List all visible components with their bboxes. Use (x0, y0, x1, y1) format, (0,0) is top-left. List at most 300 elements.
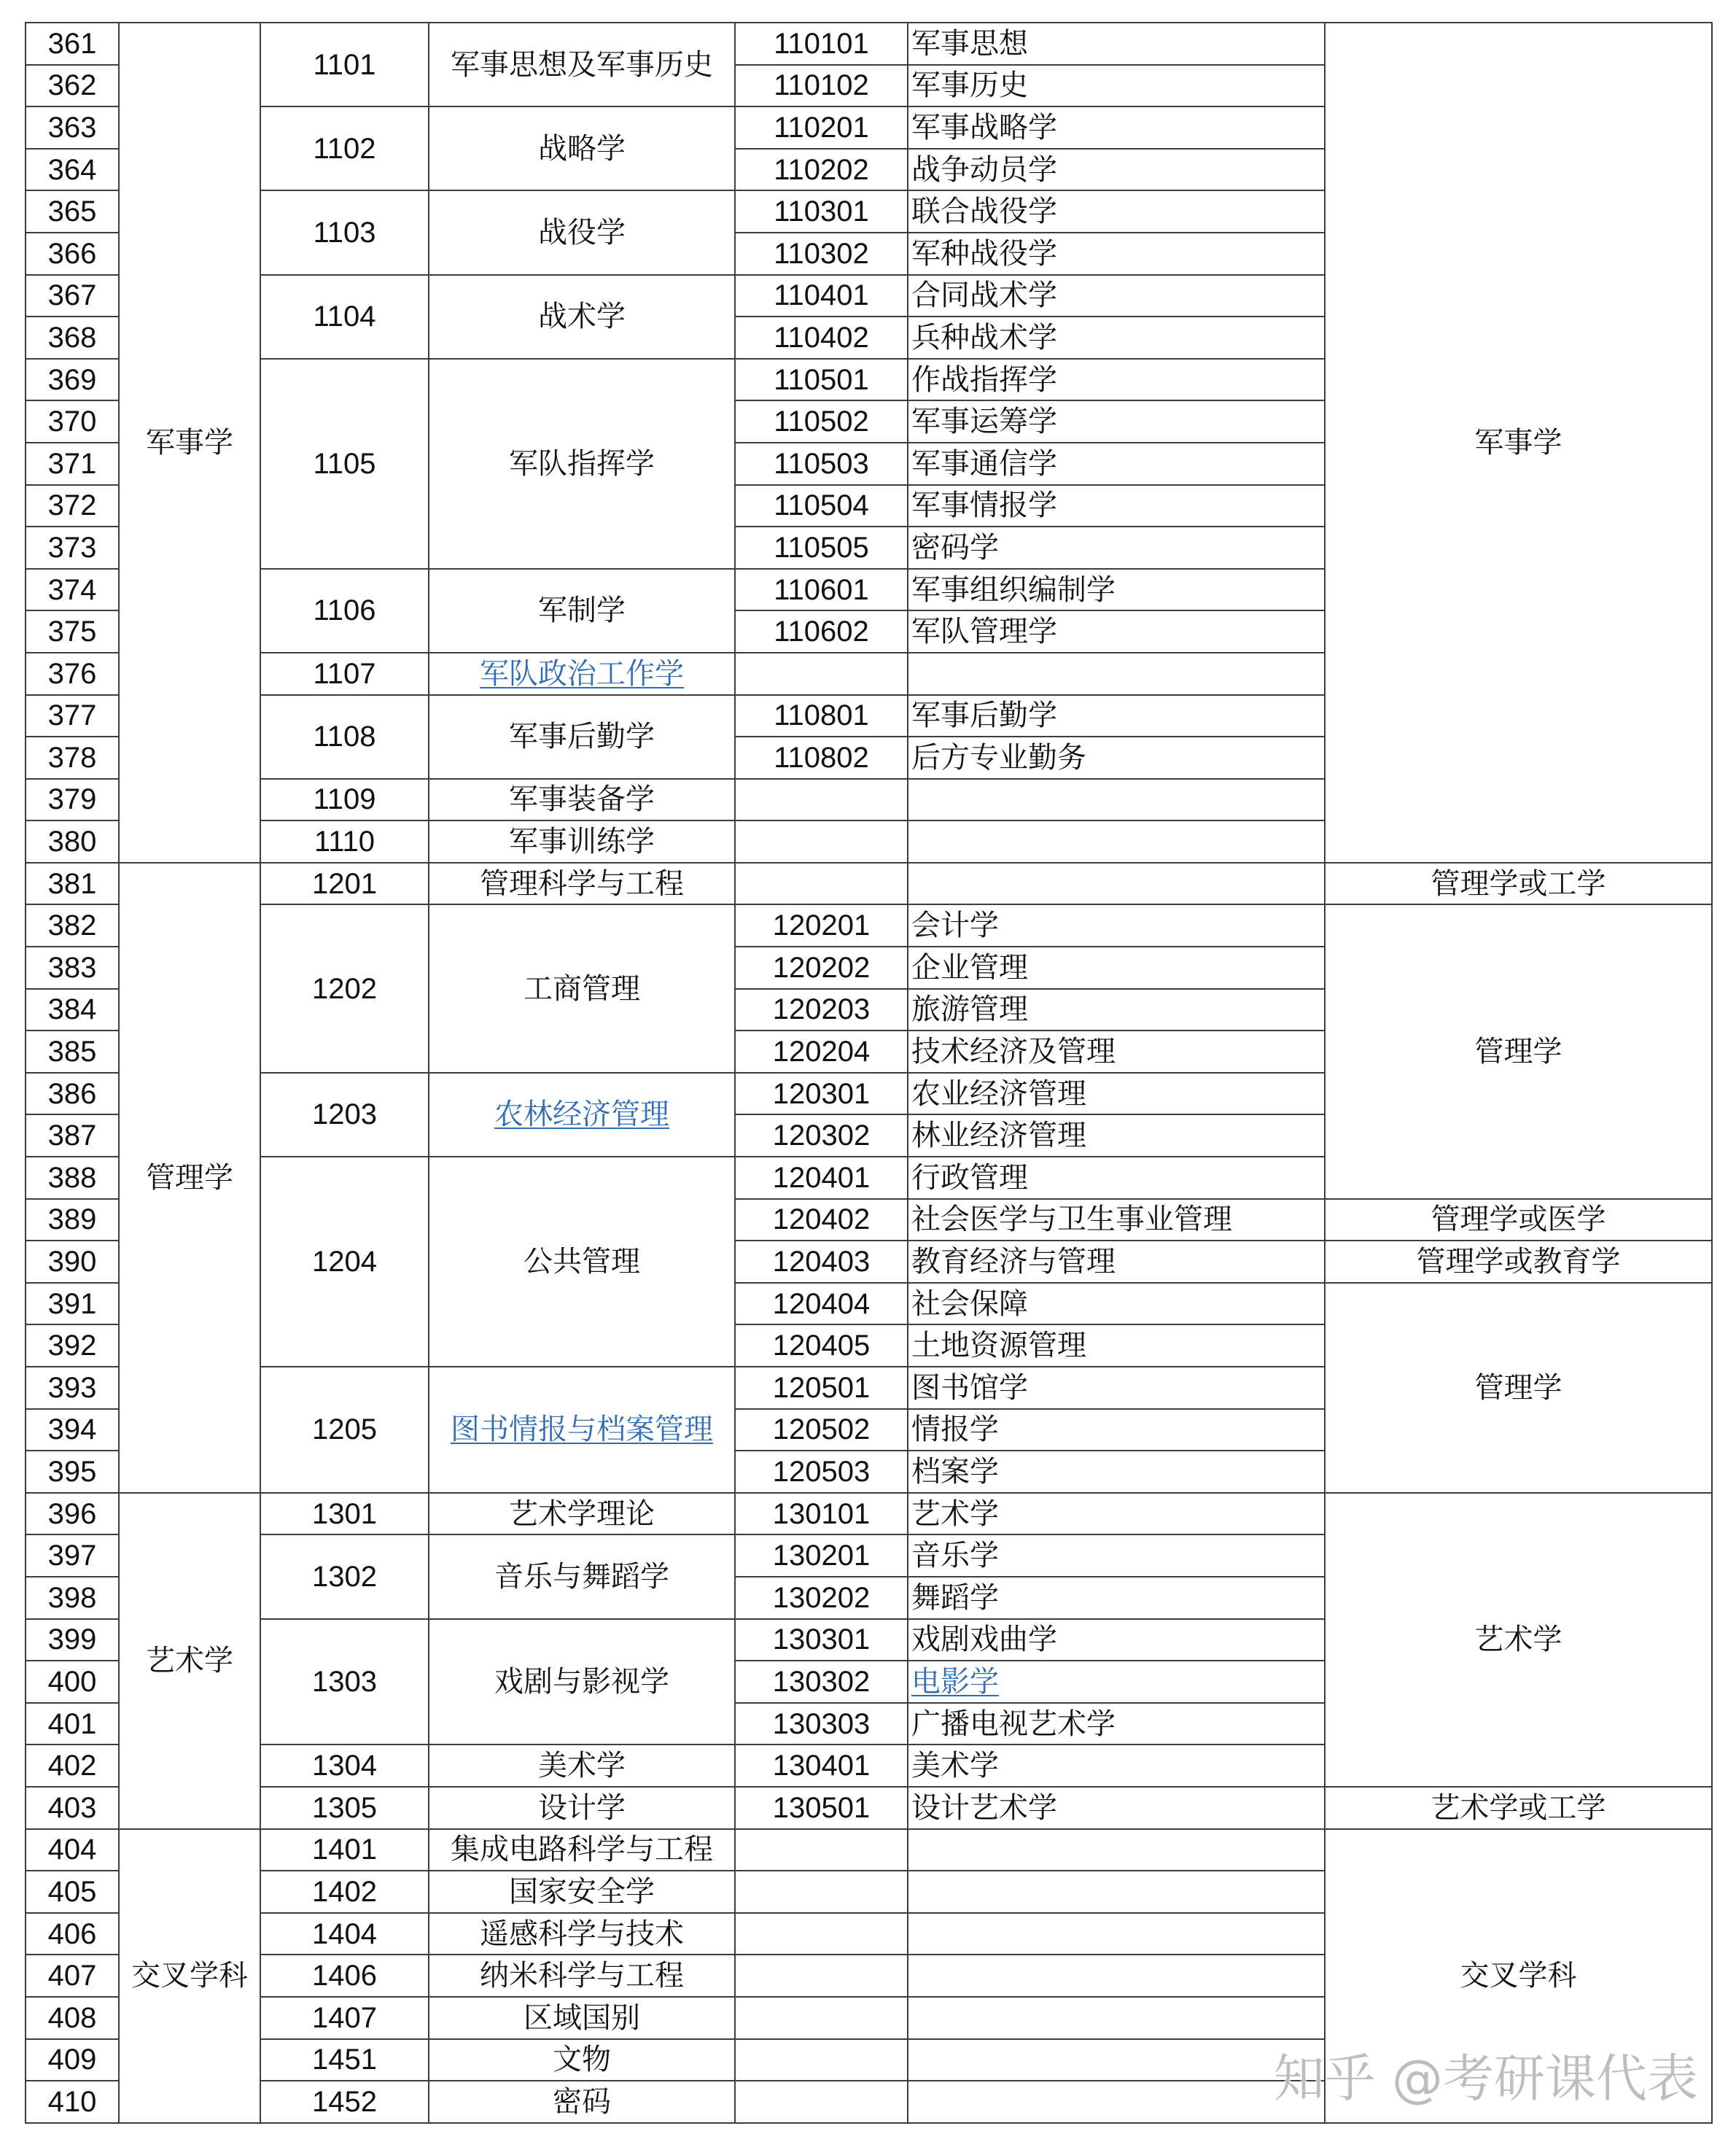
first-level-name: 战略学 (538, 132, 626, 165)
second-level-code: 110401 (774, 279, 869, 312)
first-level-name-link[interactable]: 军队政治工作学 (480, 657, 684, 690)
row-number: 366 (47, 237, 97, 270)
second-level-name: 军事情报学 (911, 489, 1057, 522)
row-number: 373 (47, 531, 97, 564)
first-level-code: 1103 (313, 216, 376, 249)
table-row (26, 1493, 1712, 1535)
degree-category: 军事学 (1474, 426, 1562, 459)
second-level-name-cell (908, 989, 1325, 1031)
row-number-cell (26, 359, 119, 401)
first-level-name-cell (429, 106, 735, 190)
row-number-cell (26, 1241, 119, 1283)
second-level-code: 110802 (774, 741, 869, 774)
second-level-code-cell (735, 23, 908, 65)
discipline-category-cell (119, 1829, 260, 2123)
first-level-name: 军事装备学 (509, 783, 655, 816)
second-level-name-cell (908, 653, 1325, 695)
degree-category: 管理学 (1474, 1036, 1562, 1068)
second-level-code: 130303 (772, 1707, 871, 1740)
second-level-code-cell (735, 1451, 908, 1493)
first-level-name-cell (429, 1871, 735, 1913)
second-level-code-cell (735, 190, 908, 233)
row-number-cell (26, 1493, 119, 1535)
first-level-name-cell (429, 1913, 735, 1955)
first-level-code: 1202 (312, 972, 377, 1005)
row-number: 371 (47, 447, 97, 480)
second-level-name: 美术学 (911, 1750, 999, 1782)
first-level-name-link[interactable]: 图书情报与档案管理 (451, 1413, 713, 1446)
second-level-name-cell (908, 275, 1325, 317)
degree-category: 管理学 (1474, 1371, 1562, 1404)
second-level-code-cell (735, 485, 908, 527)
second-level-name-cell (908, 1534, 1325, 1577)
second-level-code-cell (735, 1409, 908, 1451)
first-level-code-cell (260, 695, 429, 779)
row-number-cell (26, 1787, 119, 1829)
row-number: 389 (47, 1203, 97, 1236)
first-level-code: 1303 (312, 1665, 377, 1698)
row-number-cell (26, 1073, 119, 1115)
second-level-name-cell (908, 233, 1325, 275)
second-level-name-cell (908, 904, 1325, 947)
second-level-code: 110602 (774, 616, 869, 648)
second-level-name: 军队管理学 (911, 616, 1057, 648)
first-level-name-cell (429, 2039, 735, 2081)
row-number: 364 (47, 153, 97, 186)
second-level-code: 110302 (774, 237, 869, 270)
row-number: 401 (47, 1707, 97, 1740)
degree-category-cell (1325, 1199, 1712, 1241)
second-level-name-cell (908, 2039, 1325, 2081)
row-number: 384 (47, 993, 97, 1026)
second-level-code-cell (735, 1619, 908, 1661)
first-level-code-cell (260, 23, 429, 106)
first-level-name-cell (429, 275, 735, 359)
first-level-name-cell (429, 1829, 735, 1871)
first-level-code-cell (260, 1913, 429, 1955)
row-number-cell (26, 2039, 119, 2081)
second-level-name: 后方专业勤务 (911, 741, 1086, 774)
row-number: 387 (47, 1119, 97, 1152)
discipline-category: 交叉学科 (131, 1960, 248, 1992)
first-level-name: 艺术学理论 (509, 1497, 655, 1530)
row-number: 404 (47, 1833, 97, 1866)
second-level-name-cell (908, 443, 1325, 485)
row-number-cell (26, 527, 119, 569)
second-level-code-cell (735, 400, 908, 443)
first-level-name: 国家安全学 (509, 1875, 655, 1908)
first-level-name-cell (429, 1534, 735, 1618)
second-level-name: 军种战役学 (911, 237, 1057, 270)
row-number: 379 (47, 783, 97, 816)
degree-category: 艺术学或工学 (1431, 1791, 1606, 1824)
second-level-code: 110101 (774, 27, 869, 60)
first-level-code: 1305 (312, 1791, 377, 1824)
row-number-cell (26, 400, 119, 443)
row-number: 408 (47, 2001, 97, 2034)
second-level-name-cell (908, 1283, 1325, 1325)
first-level-name-cell (429, 904, 735, 1072)
row-number: 393 (47, 1371, 97, 1404)
second-level-name: 广播电视艺术学 (911, 1707, 1116, 1740)
first-level-name: 戏剧与影视学 (494, 1665, 669, 1698)
row-number-cell (26, 695, 119, 737)
degree-category-cell (1325, 904, 1712, 1198)
discipline-category: 艺术学 (146, 1645, 233, 1677)
second-level-code-cell (735, 317, 908, 359)
second-level-name-cell (908, 1955, 1325, 1997)
second-level-name: 林业经济管理 (911, 1119, 1086, 1152)
second-level-code: 130101 (772, 1497, 871, 1530)
row-number: 400 (47, 1665, 97, 1698)
first-level-name: 区域国别 (523, 2001, 640, 2034)
second-level-code-cell (735, 1367, 908, 1409)
first-level-code: 1402 (312, 1875, 377, 1908)
first-level-name-cell (429, 569, 735, 653)
second-level-code-cell (735, 2081, 908, 2123)
row-number-cell (26, 1157, 119, 1199)
row-number: 378 (47, 741, 97, 774)
first-level-code-cell (260, 275, 429, 359)
first-level-name: 美术学 (538, 1750, 626, 1782)
table-row (26, 863, 1712, 905)
first-level-name-cell (429, 1997, 735, 2039)
row-number: 382 (47, 909, 97, 942)
row-number-cell (26, 1199, 119, 1241)
row-number: 406 (47, 1917, 97, 1950)
row-number: 392 (47, 1330, 97, 1362)
second-level-code-cell (735, 1283, 908, 1325)
row-number-cell (26, 1409, 119, 1451)
second-level-name: 土地资源管理 (911, 1330, 1086, 1362)
second-level-code: 120501 (772, 1371, 871, 1404)
second-level-code-cell (735, 1787, 908, 1829)
row-number-cell (26, 275, 119, 317)
second-level-name-cell (908, 1241, 1325, 1283)
second-level-code: 120202 (772, 951, 871, 984)
first-level-code: 1106 (313, 594, 376, 627)
first-level-code: 1301 (312, 1497, 377, 1530)
second-level-name-cell (908, 106, 1325, 149)
second-level-name-cell (908, 400, 1325, 443)
first-level-name-cell (429, 1493, 735, 1535)
second-level-name-cell (908, 1409, 1325, 1451)
row-number-cell (26, 190, 119, 233)
second-level-code-cell (735, 695, 908, 737)
first-level-name: 纳米科学与工程 (480, 1960, 684, 1992)
second-level-name-cell (908, 1451, 1325, 1493)
second-level-name-cell (908, 1493, 1325, 1535)
second-level-code: 120503 (772, 1455, 871, 1488)
second-level-name-cell (908, 1199, 1325, 1241)
second-level-name-cell (908, 569, 1325, 611)
first-level-code-cell (260, 2039, 429, 2081)
second-level-code-cell (735, 863, 908, 905)
second-level-name: 社会医学与卫生事业管理 (911, 1203, 1232, 1236)
discipline-category: 管理学 (146, 1161, 233, 1194)
second-level-code-cell (735, 820, 908, 863)
second-level-name: 企业管理 (911, 951, 1028, 984)
row-number-cell (26, 23, 119, 65)
second-level-code-cell (735, 1114, 908, 1157)
second-level-code: 120203 (772, 993, 871, 1026)
second-level-code: 110601 (774, 573, 869, 606)
table-row (26, 23, 1712, 65)
first-level-code-cell (260, 2081, 429, 2123)
second-level-name-cell (908, 1619, 1325, 1661)
first-level-name: 军制学 (538, 594, 626, 627)
second-level-name-link[interactable]: 电影学 (911, 1665, 999, 1698)
second-level-code-cell (735, 1534, 908, 1577)
first-level-name-link[interactable]: 农林经济管理 (494, 1098, 669, 1131)
row-number-cell (26, 653, 119, 695)
second-level-code-cell (735, 947, 908, 989)
first-level-code: 1404 (312, 1917, 377, 1950)
first-level-name-cell (429, 23, 735, 106)
second-level-code-cell (735, 653, 908, 695)
row-number: 394 (47, 1413, 97, 1446)
second-level-name: 社会保障 (911, 1287, 1028, 1320)
second-level-code-cell (735, 779, 908, 821)
row-number-cell (26, 1745, 119, 1787)
second-level-code-cell (735, 1577, 908, 1619)
second-level-name: 技术经济及管理 (911, 1036, 1116, 1068)
second-level-name-cell (908, 1367, 1325, 1409)
degree-category-cell (1325, 863, 1712, 905)
row-number-cell (26, 1283, 119, 1325)
second-level-code: 130401 (772, 1750, 871, 1782)
second-level-code-cell (735, 569, 908, 611)
second-level-name: 情报学 (911, 1413, 999, 1446)
second-level-code-cell (735, 149, 908, 191)
row-number-cell (26, 1871, 119, 1913)
first-level-code-cell (260, 1955, 429, 1997)
second-level-code: 110503 (774, 447, 869, 480)
row-number: 375 (47, 616, 97, 648)
first-level-code-cell (260, 106, 429, 190)
row-number-cell (26, 1913, 119, 1955)
second-level-code: 110201 (774, 111, 869, 144)
row-number-cell (26, 779, 119, 821)
second-level-code: 110801 (774, 699, 869, 732)
row-number: 381 (47, 867, 97, 900)
first-level-code: 1205 (312, 1413, 377, 1446)
second-level-name: 军事历史 (911, 69, 1028, 102)
second-level-code: 110301 (774, 195, 869, 228)
second-level-name-cell (908, 359, 1325, 401)
first-level-name-cell (429, 863, 735, 905)
row-number: 367 (47, 279, 97, 312)
first-level-name: 军事思想及军事历史 (451, 48, 713, 81)
second-level-code: 120502 (772, 1413, 871, 1446)
row-number-cell (26, 1534, 119, 1577)
second-level-name: 联合战役学 (911, 195, 1057, 228)
first-level-code: 1105 (313, 447, 376, 480)
first-level-name-cell (429, 653, 735, 695)
second-level-name: 图书馆学 (911, 1371, 1028, 1404)
first-level-code-cell (260, 1619, 429, 1745)
second-level-code-cell (735, 1955, 908, 1997)
second-level-name: 作战指挥学 (911, 363, 1057, 396)
row-number: 380 (47, 826, 97, 858)
first-level-code: 1110 (314, 826, 375, 858)
row-number-cell (26, 233, 119, 275)
first-level-name-cell (429, 1787, 735, 1829)
second-level-name: 兵种战术学 (911, 321, 1057, 354)
second-level-code-cell (735, 1745, 908, 1787)
second-level-code: 120201 (772, 909, 871, 942)
row-number: 398 (47, 1581, 97, 1614)
second-level-name-cell (908, 1997, 1325, 2039)
second-level-name-cell (908, 610, 1325, 653)
first-level-code: 1109 (313, 783, 376, 816)
second-level-name: 密码学 (911, 531, 999, 564)
second-level-code-cell (735, 610, 908, 653)
second-level-code-cell (735, 65, 908, 107)
first-level-code-cell (260, 779, 429, 821)
row-number: 363 (47, 111, 97, 144)
row-number: 397 (47, 1540, 97, 1572)
row-number: 361 (47, 27, 97, 60)
row-number-cell (26, 1451, 119, 1493)
row-number: 396 (47, 1497, 97, 1530)
second-level-name-cell (908, 947, 1325, 989)
row-number: 365 (47, 195, 97, 228)
second-level-name: 档案学 (911, 1455, 999, 1488)
first-level-code-cell (260, 569, 429, 653)
first-level-name: 军队指挥学 (509, 447, 655, 480)
second-level-name-cell (908, 1829, 1325, 1871)
row-number: 368 (47, 321, 97, 354)
second-level-name-cell (908, 23, 1325, 65)
row-number-cell (26, 989, 119, 1031)
second-level-code-cell (735, 1031, 908, 1073)
second-level-name: 会计学 (911, 909, 999, 942)
second-level-name-cell (908, 1745, 1325, 1787)
row-number: 399 (47, 1623, 97, 1656)
first-level-code-cell (260, 863, 429, 905)
row-number: 402 (47, 1750, 97, 1782)
row-number: 390 (47, 1246, 97, 1278)
first-level-code: 1401 (312, 1833, 377, 1866)
row-number-cell (26, 947, 119, 989)
first-level-code-cell (260, 1534, 429, 1618)
first-level-code: 1204 (312, 1246, 377, 1278)
first-level-name-cell (429, 1955, 735, 1997)
first-level-code: 1203 (312, 1098, 377, 1131)
second-level-code: 120204 (772, 1036, 871, 1068)
second-level-code: 120403 (772, 1246, 871, 1278)
second-level-name-cell (908, 1577, 1325, 1619)
second-level-code-cell (735, 443, 908, 485)
row-number: 410 (47, 2085, 97, 2118)
second-level-code-cell (735, 1241, 908, 1283)
second-level-name-cell (908, 2081, 1325, 2123)
second-level-name-cell (908, 695, 1325, 737)
second-level-name: 教育经济与管理 (911, 1246, 1116, 1278)
row-number: 374 (47, 573, 97, 606)
second-level-code-cell (735, 1324, 908, 1367)
first-level-code: 1452 (312, 2085, 377, 2118)
first-level-name: 密码 (553, 2085, 611, 2118)
first-level-name-cell (429, 190, 735, 274)
row-number-cell (26, 1829, 119, 1871)
row-number: 362 (47, 69, 97, 102)
first-level-name: 音乐与舞蹈学 (494, 1560, 669, 1593)
row-number-cell (26, 863, 119, 905)
second-level-name-cell (908, 820, 1325, 863)
second-level-code-cell (735, 1199, 908, 1241)
second-level-code: 130202 (772, 1581, 871, 1614)
discipline-catalog-table (25, 22, 1713, 2124)
second-level-name: 音乐学 (911, 1540, 999, 1572)
row-number-cell (26, 610, 119, 653)
degree-category: 艺术学 (1474, 1623, 1562, 1656)
second-level-code-cell (735, 275, 908, 317)
first-level-code-cell (260, 190, 429, 274)
row-number-cell (26, 1031, 119, 1073)
row-number-cell (26, 1619, 119, 1661)
first-level-code: 1451 (312, 2044, 377, 2076)
second-level-name-cell (908, 485, 1325, 527)
first-level-code: 1302 (312, 1560, 377, 1593)
row-number: 376 (47, 657, 97, 690)
degree-category-cell (1325, 1829, 1712, 2123)
first-level-name: 设计学 (538, 1791, 626, 1824)
second-level-code-cell (735, 1913, 908, 1955)
row-number-cell (26, 1114, 119, 1157)
second-level-name-cell (908, 863, 1325, 905)
row-number-cell (26, 1367, 119, 1409)
second-level-code: 110504 (774, 489, 869, 522)
first-level-name-cell (429, 779, 735, 821)
second-level-name-cell (908, 1661, 1325, 1703)
second-level-code: 110502 (774, 405, 869, 438)
second-level-name: 军事通信学 (911, 447, 1057, 480)
row-number: 383 (47, 951, 97, 984)
second-level-code: 110501 (774, 363, 869, 396)
row-number: 370 (47, 405, 97, 438)
second-level-code-cell (735, 1157, 908, 1199)
second-level-code-cell (735, 106, 908, 149)
row-number: 372 (47, 489, 97, 522)
degree-category-cell (1325, 1787, 1712, 1829)
discipline-category-cell (119, 23, 260, 863)
first-level-name: 军事训练学 (509, 826, 655, 858)
table-row (26, 904, 1712, 947)
discipline-category-cell (119, 863, 260, 1493)
first-level-name-cell (429, 1619, 735, 1745)
second-level-name-cell (908, 1787, 1325, 1829)
second-level-name-cell (908, 1157, 1325, 1199)
first-level-code: 1108 (313, 721, 376, 753)
second-level-code: 120402 (772, 1203, 871, 1236)
second-level-code-cell (735, 1703, 908, 1745)
second-level-name-cell (908, 779, 1325, 821)
second-level-name-cell (908, 65, 1325, 107)
second-level-name-cell (908, 149, 1325, 191)
second-level-code-cell (735, 904, 908, 947)
second-level-code-cell (735, 989, 908, 1031)
second-level-name-cell (908, 1871, 1325, 1913)
first-level-code-cell (260, 1871, 429, 1913)
row-number-cell (26, 820, 119, 863)
row-number-cell (26, 1997, 119, 2039)
first-level-name-cell (429, 1157, 735, 1367)
first-level-code-cell (260, 1073, 429, 1157)
second-level-code-cell (735, 737, 908, 779)
first-level-code-cell (260, 904, 429, 1072)
